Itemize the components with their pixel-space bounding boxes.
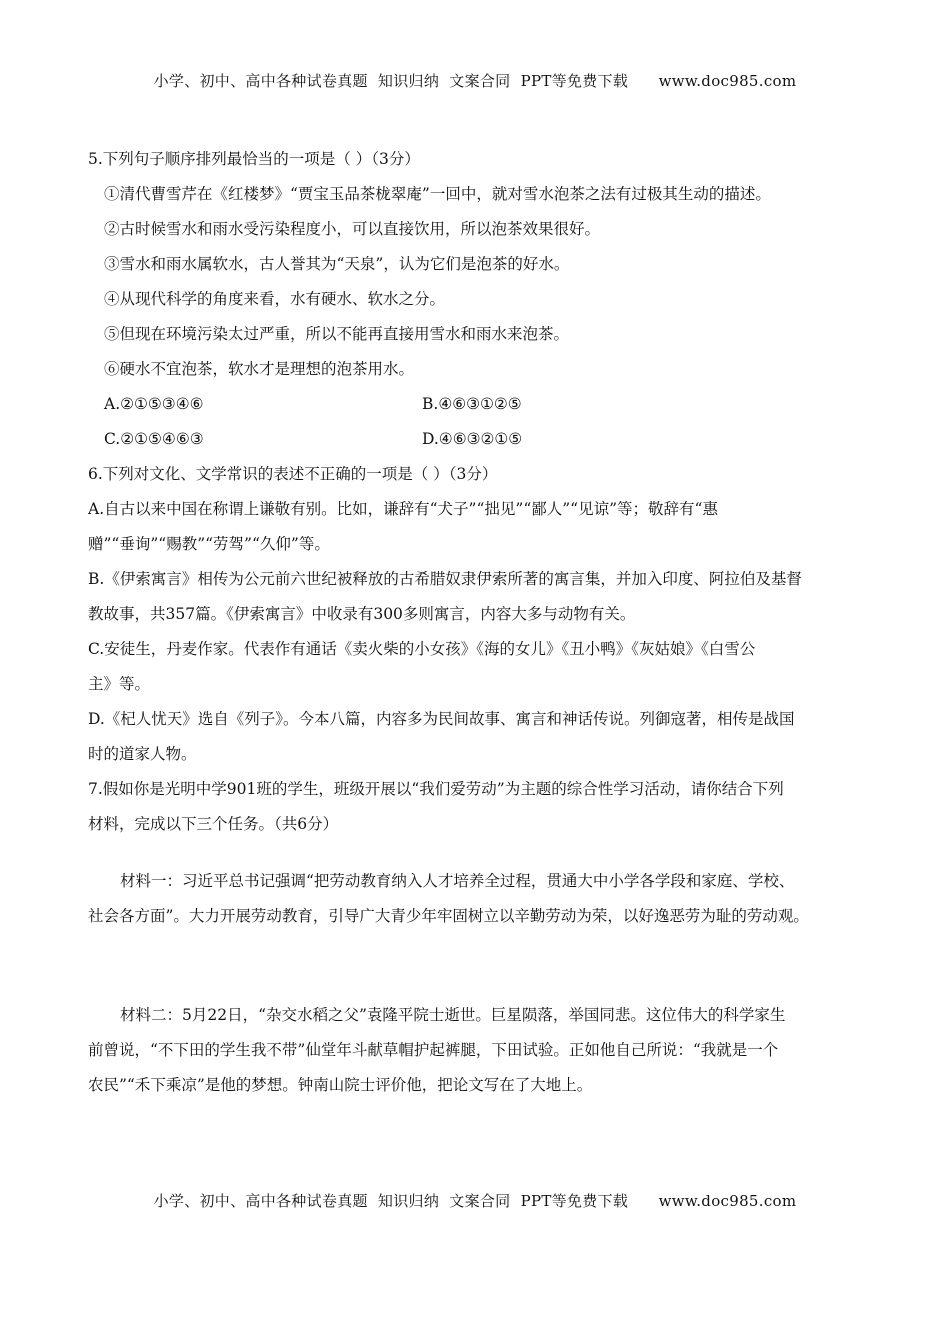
q6-option-c-line-2: 主》等。 [88,675,151,693]
material-2-line-1: 材料二：5月22日，“杂交水稻之父”袁隆平院士逝世。巨星陨落，举国同悲。这位伟大的科学家生 [120,1006,786,1024]
material-2-line-2: 前曾说，“不下田的学生我不带”仙堂年斗献草帽护起裤腿，下田试验。正如他自己所说：“我就是一个 [88,1041,779,1059]
q6-option-c-line-1: C.安徒生，丹麦作家。代表作有通话《卖火柴的小女孩》《海的女儿》《丑小鸭》《灰姑娘》《白雪公 [88,640,756,658]
q5-sentence-5: ⑤但现在环境污染太过严重，所以不能再直接用雪水和雨水来泡茶。 [104,325,570,343]
q6-option-d-line-2: 时的道家人物。 [88,745,197,763]
q7-stem-line-2: 材料，完成以下三个任务。（共6分） [88,815,339,833]
q5-sentence-2: ②古时候雪水和雨水受污染程度小，可以直接饮用，所以泡茶效果很好。 [104,220,601,238]
q7-stem-line-1: 7.假如你是光明中学901班的学生，班级开展以“我们爱劳动”为主题的综合性学习活动，请你结合下列 [88,780,784,798]
q6-option-d-line-1: D.《杞人忧天》选自《列子》。今本八篇，内容多为民间故事、寓言和神话传说。列御寇著，相传是战国 [88,710,795,728]
document-body [88,142,878,1103]
q5-option-d: D.④⑥③②①⑤ [422,430,523,448]
material-1-line-1: 材料一：习近平总书记强调“把劳动教育纳入人才培养全过程，贯通大中小学各学段和家庭、学校、 [120,872,795,890]
q5-option-c: C.②①⑤④⑥③ [104,430,204,448]
page-footer: 小学、初中、高中各种试卷真题 知识归纳 文案合同 PPT等免费下载 www.doc985.com [153,1192,797,1210]
q6-option-b-line-2: 教故事，共357篇。《伊索寓言》中收录有300多则寓言，内容大多与动物有关。 [88,605,636,623]
material-2-line-3: 农民”“禾下乘凉”是他的梦想。钟南山院士评价他，把论文写在了大地上。 [88,1076,593,1094]
q6-option-a-line-2: 赠”“垂询”“赐教”“劳驾”“久仰”等。 [88,535,330,553]
q6-option-b-line-1: B.《伊索寓言》相传为公元前六世纪被释放的古希腊奴隶伊索所著的寓言集，并加入印度、阿拉伯及基督 [88,570,802,588]
q5-options-row-1 [88,387,878,422]
page-header: 小学、初中、高中各种试卷真题 知识归纳 文案合同 PPT等免费下载 www.doc985.com [153,72,797,90]
q6-stem: 6.下列对文化、文学常识的表述不正确的一项是（ ）（3分） [88,465,498,483]
q5-sentence-6: ⑥硬水不宜泡茶，软水才是理想的泡茶用水。 [104,360,415,378]
q5-options-row-2 [88,422,878,457]
q5-stem: 5.下列句子顺序排列最恰当的一项是（ ）（3分） [88,150,420,168]
q5-sentence-4: ④从现代科学的角度来看，水有硬水、软水之分。 [104,290,446,308]
q6-option-a-line-1: A.自古以来中国在称谓上谦敬有别。比如，谦辞有“犬子”“拙见”“鄙人”“见谅”等；敬辞有“惠 [88,500,718,518]
material-1-line-2: 社会各方面”。大力开展劳动教育，引导广大青少年牢固树立以辛勤劳动为荣，以好逸恶劳为耻的劳动观。 [88,907,809,925]
q5-sentence-3: ③雪水和雨水属软水，古人誉其为“天泉”，认为它们是泡茶的好水。 [104,255,570,273]
q5-option-a: A.②①⑤③④⑥ [104,395,204,413]
q5-option-b: B.④⑥③①②⑤ [422,395,522,413]
q5-sentence-1: ①清代曹雪芹在《红楼梦》“贾宝玉品茶栊翠庵”一回中，就对雪水泡茶之法有过极其生动的描述。 [104,185,771,203]
